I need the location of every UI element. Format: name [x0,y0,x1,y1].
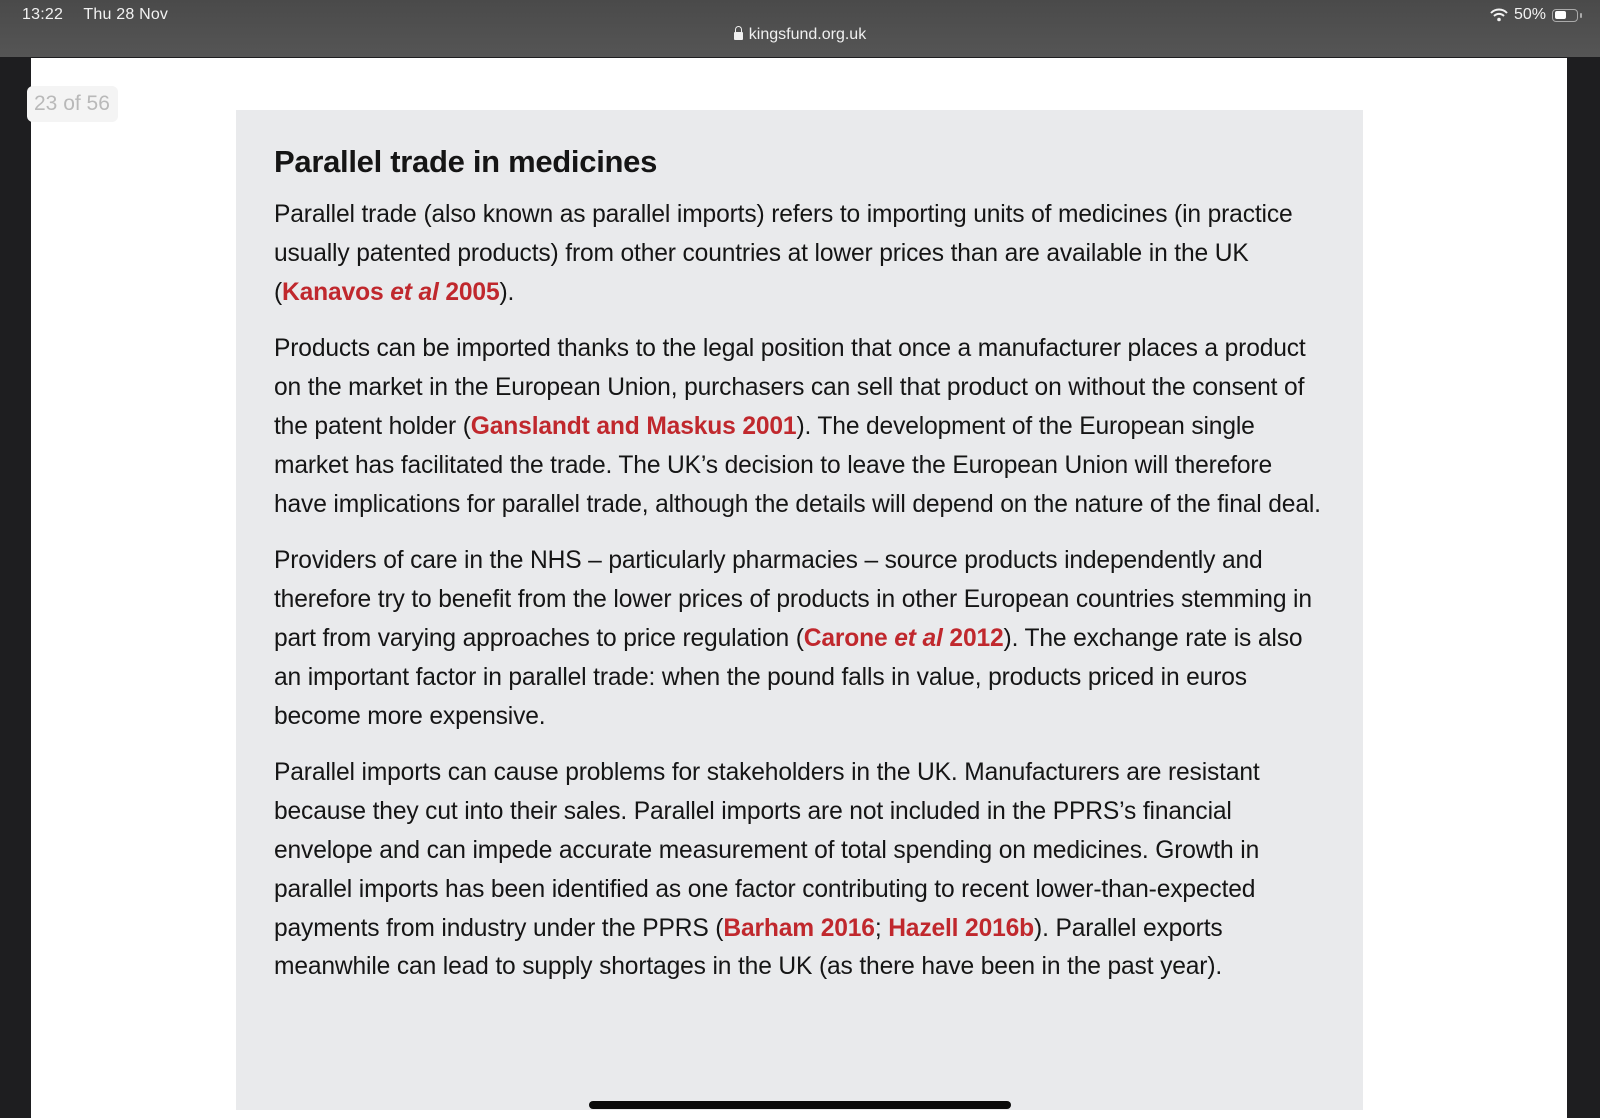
status-time: 13:22 [22,6,64,23]
url-text: kingsfund.org.uk [748,26,867,43]
paragraph-3: Providers of care in the NHS – particularly pharmacies – source products independently and therefore try to benefit from the lower prices of products in other European countries stemming in part from varying approaches to price regulation (Carone et al 2012). The exchange rate is also an important factor in parallel trade: when the pound falls in value, products priced in euros become more expensive. [274,547,1312,730]
paragraph-2: Products can be imported thanks to the legal position that once a manufacturer places a product on the market in the European Union, purchasers can sell that product on without the consent of the patent holder (Ganslandt and Maskus 2001). The development of the European single market has facilitated the trade. The UK’s decision to leave the European Union will therefore have implications for parallel trade, although the details will depend on the nature of the final deal. [274,335,1321,518]
lock-icon [734,32,743,40]
info-box [236,110,1363,1110]
document-page[interactable] [31,58,1567,1118]
wifi-icon [1490,8,1508,22]
citation-carone-2012[interactable]: Carone et al 2012 [803,624,1004,652]
home-indicator[interactable] [589,1101,1011,1109]
paragraph-4: Parallel imports can cause problems for stakeholders in the UK. Manufacturers are resistant because they cut into their sales. Parallel imports are not included in the PPRS’s financial envelope and can impede accurate measurement of total spending on medicines. Growth in parallel imports has been identified as one factor contributing to recent lower-than-expected payments from industry under the PPRS (Barham 2016; Hazell 2016b). Parallel exports meanwhile can lead to supply shortages in the UK (as there have been in the past year). [274,759,1260,981]
address-bar[interactable] [0,26,1600,44]
status-right [1490,6,1578,24]
citation-kanavos-2005[interactable]: Kanavos et al 2005 [282,278,500,306]
citation-ganslandt-maskus-2001[interactable]: Ganslandt and Maskus 2001 [470,412,797,440]
battery-icon [1552,9,1578,22]
status-left [22,6,184,24]
status-bar [0,0,1600,57]
page-counter: 23 of 56 [27,86,118,122]
citation-barham-2016[interactable]: Barham 2016 [723,914,875,942]
paragraph-1: Parallel trade (also known as parallel imports) refers to importing units of medicines (in practice usually patented products) from other countries at lower prices than are available in the UK (Kanavos et al 2005). [274,201,1293,306]
status-date: Thu 28 Nov [83,6,169,23]
box-title: Parallel trade in medicines [274,144,658,179]
citation-hazell-2016b[interactable]: Hazell 2016b [888,914,1035,942]
battery-percent: 50% [1513,6,1546,23]
